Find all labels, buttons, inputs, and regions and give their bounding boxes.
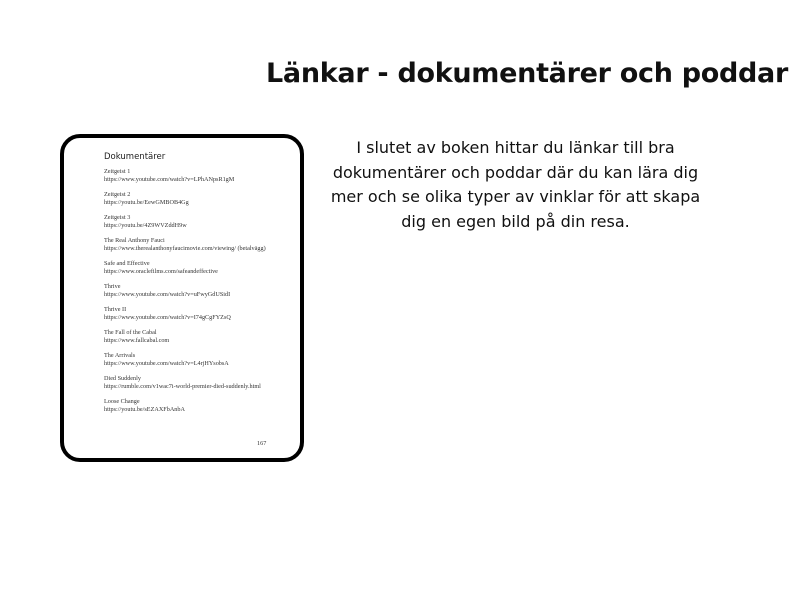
list-item [104, 168, 274, 184]
entry-title: Died Suddenly [104, 375, 141, 382]
entry-title: The Real Anthony Fauci [104, 237, 165, 244]
entry-title: The Arrivals [104, 352, 136, 359]
entry-title: Zeitgeist 3 [104, 214, 131, 221]
entry-url[interactable]: https://www.oraclefilms.com/safeandeffective [104, 268, 218, 275]
entry-title: Thrive [104, 283, 121, 290]
list-item [104, 375, 274, 391]
document-link-list [104, 168, 274, 421]
entry-url[interactable]: https://www.fallcabal.com [104, 337, 170, 344]
description-text: I slutet av boken hittar du länkar till bra dokumentärer och poddar där du kan lära dig mer och se olika typer av vinklar för att skapa dig en egen bild på din resa. [330, 138, 701, 231]
list-item [104, 260, 274, 276]
entry-url[interactable]: https://www.youtube.com/watch?v=L4rjHYsobsA [104, 360, 229, 367]
document-page-preview [60, 134, 304, 462]
entry-title: Safe and Effective [104, 260, 150, 267]
list-item [104, 237, 274, 253]
entry-url[interactable]: https://youtu.be/4Z9WVZddH9w [104, 222, 187, 229]
page-title: Länkar - dokumentärer och poddar [266, 58, 788, 89]
entry-url[interactable]: https://rumble.com/v1wac7i-world-premier-died-suddenly.html [104, 383, 261, 390]
entry-title: The Fall of the Cabal [104, 329, 157, 336]
entry-url[interactable]: https://www.therealanthonyfaucimovie.com/viewing/ (betalvägg) [104, 245, 266, 252]
list-item [104, 306, 274, 322]
entry-url[interactable]: https://www.youtube.com/watch?v=LPhANpsR1gM [104, 176, 235, 183]
list-item [104, 398, 274, 414]
list-item [104, 352, 274, 368]
entry-title: Thrive II [104, 306, 127, 313]
list-item [104, 283, 274, 299]
entry-url[interactable]: https://www.youtube.com/watch?v=I74gCgFYZsQ [104, 314, 231, 321]
entry-url[interactable]: https://youtu.be/EewGMBOB4Gg [104, 199, 189, 206]
list-item [104, 329, 274, 345]
document-heading: Dokumentärer [104, 152, 166, 162]
entry-url[interactable]: https://www.youtube.com/watch?v=uFwyGdUSidI [104, 291, 231, 298]
list-item [104, 214, 274, 230]
page-number: 167 [257, 440, 267, 447]
list-item [104, 191, 274, 207]
entry-title: Loose Change [104, 398, 140, 405]
entry-url[interactable]: https://youtu.be/sEZAXFbAnbA [104, 406, 185, 413]
entry-title: Zeitgeist 1 [104, 168, 131, 175]
entry-title: Zeitgeist 2 [104, 191, 131, 198]
